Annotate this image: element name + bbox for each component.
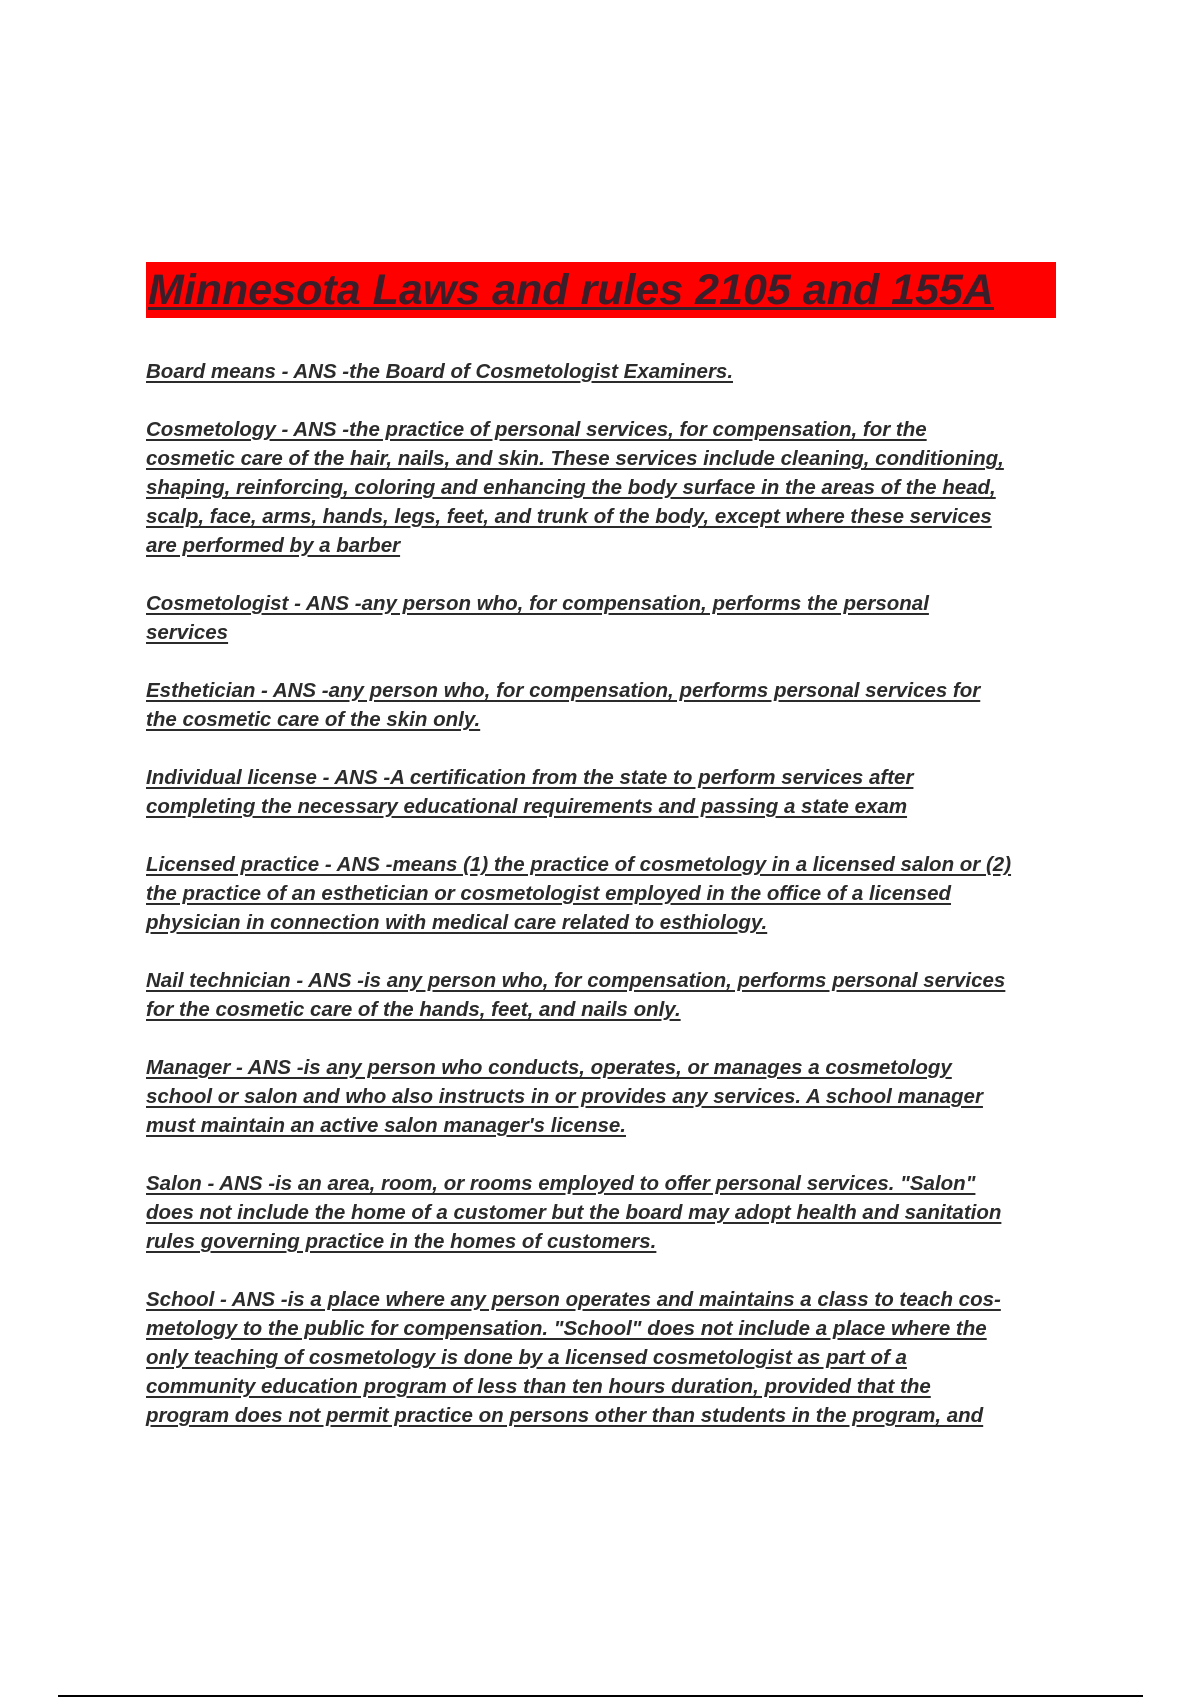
definition-line: Esthetician - ANS -any person who, for compensation, performs personal services for [146, 679, 981, 702]
definition-entry [146, 850, 1096, 937]
definition-entry [146, 1053, 1096, 1140]
definition-line: must maintain an active salon manager's license. [146, 1114, 626, 1137]
definition-line: cosmetic care of the hair, nails, and skin. These services include cleaning, conditioning, [146, 447, 1004, 470]
definition-line: Cosmetologist - ANS -any person who, for compensation, performs the personal [146, 592, 929, 615]
definition-line: for the cosmetic care of the hands, feet, and nails only. [146, 998, 681, 1021]
definition-line: services [146, 621, 229, 644]
definition-line: rules governing practice in the homes of customers. [146, 1230, 657, 1253]
definition-line: Manager - ANS -is any person who conducts, operates, or manages a cosmetology [146, 1056, 952, 1079]
definition-entry [146, 415, 1096, 560]
definition-line: physician in connection with medical care related to esthiology. [146, 911, 768, 934]
definition-line: metology to the public for compensation. "School" does not include a place where the [146, 1317, 987, 1340]
definition-line: shaping, reinforcing, coloring and enhancing the body surface in the areas of the head, [146, 476, 996, 499]
definition-entry [146, 966, 1096, 1024]
definition-line: only teaching of cosmetology is done by a licensed cosmetologist as part of a [146, 1346, 907, 1369]
definition-entry [146, 676, 1096, 734]
definition-entry [146, 357, 1096, 386]
definition-line: Nail technician - ANS -is any person who, for compensation, performs personal services [146, 969, 1006, 992]
definition-line: community education program of less than ten hours duration, provided that the [146, 1375, 931, 1398]
definition-entry [146, 763, 1096, 821]
definition-line: Licensed practice - ANS -means (1) the practice of cosmetology in a licensed salon or (2) [146, 853, 1012, 876]
definition-line: Salon - ANS -is an area, room, or rooms employed to offer personal services. "Salon" [146, 1172, 976, 1195]
definition-line: Board means - ANS -the Board of Cosmetologist Examiners. [146, 360, 734, 383]
definition-line: Individual license - ANS -A certification from the state to perform services after [146, 766, 914, 789]
definition-line: are performed by a barber [146, 534, 401, 557]
definition-line: the cosmetic care of the skin only. [146, 708, 481, 731]
definition-line: School - ANS -is a place where any person operates and maintains a class to teach cos- [146, 1288, 1001, 1311]
definition-line: program does not permit practice on persons other than students in the program, and [146, 1404, 984, 1427]
definition-line: school or salon and who also instructs in or provides any services. A school manager [146, 1085, 983, 1108]
definition-entry [146, 589, 1096, 647]
page-title: Minnesota Laws and rules 2105 and 155A [148, 266, 994, 314]
definition-entry [146, 1285, 1096, 1430]
definition-entry [146, 1169, 1096, 1256]
definition-line: Cosmetology - ANS -the practice of personal services, for compensation, for the [146, 418, 927, 441]
title-banner [146, 262, 1056, 318]
definition-list [146, 357, 1096, 1459]
footer-divider [58, 1695, 1143, 1697]
definition-line: does not include the home of a customer but the board may adopt health and sanitation [146, 1201, 1002, 1224]
definition-line: the practice of an esthetician or cosmetologist employed in the office of a licensed [146, 882, 952, 905]
definition-line: completing the necessary educational requirements and passing a state exam [146, 795, 908, 818]
definition-line: scalp, face, arms, hands, legs, feet, and trunk of the body, except where these services [146, 505, 992, 528]
